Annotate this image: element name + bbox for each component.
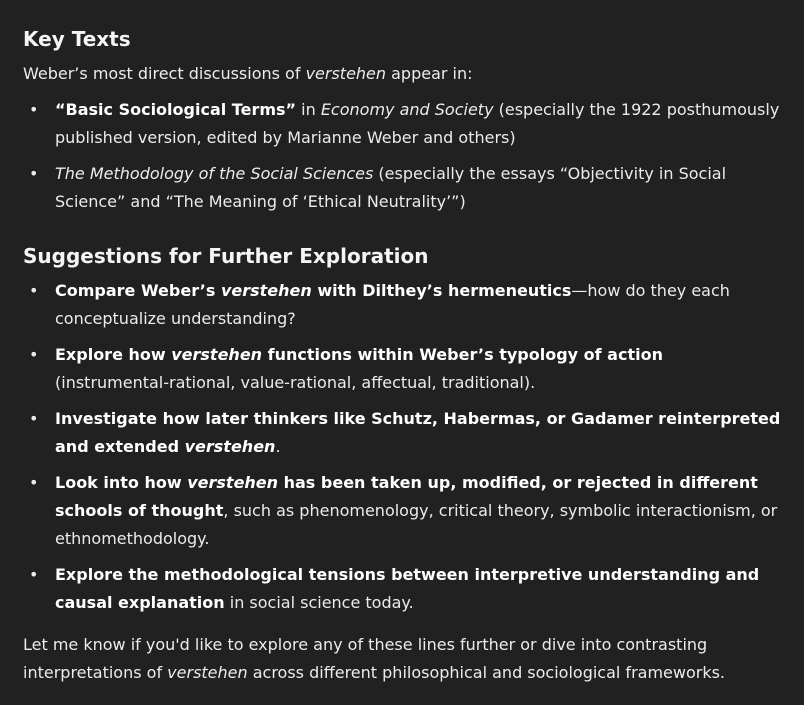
intro-text: Weber’s most direct discussions of: [23, 64, 306, 83]
key-texts-heading: Key Texts: [23, 27, 131, 51]
intro-term: verstehen: [305, 64, 387, 83]
closing-paragraph: Let me know if you'd like to explore any of these lines further or dive into contrasting interpretations of verstehen across different philosophical and sociological frameworks.: [23, 635, 726, 682]
item-bold: “Basic Sociological Terms”: [55, 100, 297, 119]
item-text: —how do they each conceptualize understanding?: [55, 281, 730, 328]
key-texts-list: [23, 96, 782, 216]
item-text: .: [275, 437, 281, 456]
item-text: (instrumental-rational, value-rational, affectual, traditional).: [55, 373, 536, 392]
bullet-icon: •: [29, 473, 39, 492]
closing-term: verstehen: [167, 663, 248, 682]
key-texts-intro: [23, 60, 782, 88]
item-bold: Compare Weber’s verstehen with Dilthey’s hermeneutics: [55, 281, 572, 300]
item-bold: Look into how verstehen has been taken up, modified, or rejected in different schools of thought: [55, 473, 758, 520]
list-item: [23, 341, 782, 397]
item-italic: The Methodology of the Social Sciences: [55, 164, 374, 183]
list-item: [23, 160, 782, 216]
item-bold: Investigate how later thinkers like Schutz, Habermas, or Gadamer reinterpreted and extended verstehen: [55, 409, 781, 456]
item-bold: Explore how verstehen functions within Weber’s typology of action: [55, 345, 663, 364]
item-text: (especially the essays “Objectivity in Social Science” and “The Meaning of ‘Ethical Neutrality’”): [55, 164, 727, 211]
list-item: [23, 561, 782, 617]
bullet-icon: •: [29, 281, 39, 300]
bullet-icon: •: [29, 164, 39, 183]
item-text: , such as phenomenology, critical theory, symbolic interactionism, or ethnomethodology.: [55, 501, 778, 548]
bullet-icon: •: [29, 565, 39, 584]
item-italic: Economy and Society: [320, 100, 494, 119]
list-item: [23, 96, 782, 152]
bullet-icon: •: [29, 345, 39, 364]
list-item: [23, 469, 782, 553]
item-text: in: [296, 100, 321, 119]
intro-text-end: appear in:: [386, 64, 473, 83]
item-text: in social science today.: [224, 593, 414, 612]
item-bold: Explore the methodological tensions between interpretive understanding and causal explanation: [55, 565, 760, 612]
further-exploration-heading: Suggestions for Further Exploration: [23, 244, 429, 268]
bullet-icon: •: [29, 409, 39, 428]
list-item: [23, 277, 782, 333]
list-item: [23, 405, 782, 461]
further-exploration-list: [23, 277, 782, 617]
bullet-icon: •: [29, 100, 39, 119]
item-text: (especially the 1922 posthumously published version, edited by Marianne Weber and others): [55, 100, 780, 147]
